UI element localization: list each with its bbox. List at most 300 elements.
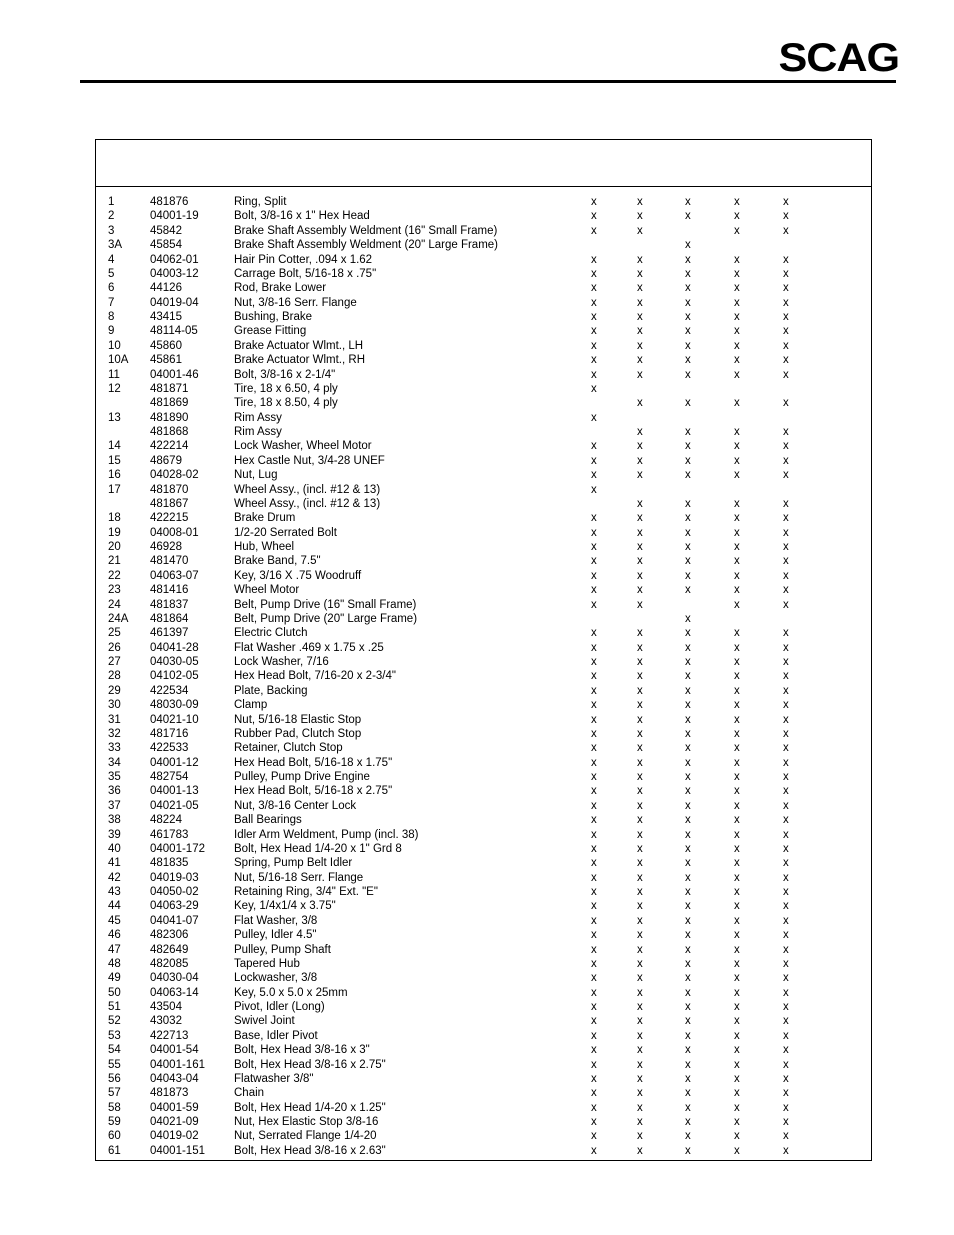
part-description: Chain <box>234 1087 265 1100</box>
model-mark: x <box>591 325 597 338</box>
model-mark: x <box>734 756 740 769</box>
table-row <box>96 195 871 209</box>
part-number: 482649 <box>150 943 189 956</box>
model-mark: x <box>734 656 740 668</box>
model-mark: x <box>783 1130 789 1143</box>
ref-number: 51 <box>108 1001 121 1013</box>
ref-number: 48 <box>108 957 121 970</box>
part-number: 481470 <box>150 555 189 568</box>
model-mark: x <box>685 440 691 453</box>
ref-number: 27 <box>108 656 121 668</box>
table-row <box>96 1000 871 1014</box>
table-row <box>96 1014 871 1028</box>
part-description: Hex Head Bolt, 7/16-20 x 2-3/4" <box>234 670 396 683</box>
model-mark: x <box>591 1087 597 1100</box>
part-number: 04063-07 <box>150 569 199 582</box>
part-number: 48030-09 <box>150 699 199 712</box>
part-description: Nut, Hex Elastic Stop 3/8-16 <box>234 1116 379 1128</box>
model-mark: x <box>637 426 643 438</box>
part-description: Rim Assy <box>234 426 282 438</box>
model-mark: x <box>783 368 789 381</box>
model-mark: x <box>591 224 597 237</box>
model-mark: x <box>734 569 740 582</box>
model-mark: x <box>685 972 691 985</box>
part-description: Bolt, Hex Head 1/4-20 x 1.25" <box>234 1101 386 1114</box>
model-mark: x <box>685 282 691 295</box>
table-row <box>96 310 871 324</box>
part-description: Brake Band, 7.5" <box>234 555 321 568</box>
ref-number: 53 <box>108 1029 121 1042</box>
model-mark: x <box>783 311 789 323</box>
part-number: 04019-04 <box>150 296 199 309</box>
model-mark: x <box>637 727 643 740</box>
model-mark: x <box>591 382 597 395</box>
part-number: 481873 <box>150 1087 189 1100</box>
table-row <box>96 1043 871 1057</box>
model-mark: x <box>591 814 597 827</box>
model-mark: x <box>734 311 740 323</box>
model-mark: x <box>685 296 691 309</box>
model-mark: x <box>734 196 740 208</box>
model-mark: x <box>637 526 643 539</box>
part-number: 481876 <box>150 196 189 208</box>
model-mark: x <box>783 512 789 525</box>
model-mark: x <box>734 598 740 611</box>
model-mark: x <box>783 814 789 827</box>
model-mark: x <box>734 785 740 798</box>
model-mark: x <box>637 713 643 726</box>
part-description: Brake Shaft Assembly Weldment (20" Large Frame) <box>234 239 499 252</box>
model-mark: x <box>783 1044 789 1057</box>
model-mark: x <box>591 1044 597 1057</box>
model-mark: x <box>783 656 789 668</box>
model-mark: x <box>591 454 597 467</box>
table-row <box>96 468 871 482</box>
table-row <box>96 756 871 770</box>
model-mark: x <box>783 354 789 367</box>
model-mark: x <box>783 1116 789 1128</box>
part-description: Nut, 5/16-18 Elastic Stop <box>234 713 362 726</box>
model-mark: x <box>783 397 789 410</box>
table-row <box>96 986 871 1000</box>
model-mark: x <box>734 900 740 913</box>
table-row <box>96 324 871 338</box>
model-mark: x <box>685 828 691 841</box>
model-mark: x <box>734 771 740 783</box>
model-mark: x <box>637 1116 643 1128</box>
model-mark: x <box>637 1001 643 1013</box>
model-mark: x <box>734 814 740 827</box>
part-description: Bolt, Hex Head 3/8-16 x 2.63" <box>234 1144 386 1157</box>
model-mark: x <box>591 857 597 870</box>
model-mark: x <box>685 1130 691 1143</box>
ref-number: 4 <box>108 253 115 266</box>
model-mark: x <box>685 943 691 956</box>
table-row <box>96 267 871 281</box>
model-mark: x <box>685 253 691 266</box>
model-mark: x <box>591 555 597 568</box>
part-description: Nut, Lug <box>234 469 278 482</box>
model-mark: x <box>783 986 789 999</box>
model-mark: x <box>783 799 789 812</box>
model-mark: x <box>734 454 740 467</box>
model-mark: x <box>637 1130 643 1143</box>
model-mark: x <box>591 1101 597 1114</box>
table-row <box>96 368 871 382</box>
parts-list <box>96 195 871 1158</box>
model-mark: x <box>734 440 740 453</box>
table-row <box>96 943 871 957</box>
ref-number: 45 <box>108 914 121 927</box>
part-number: 481869 <box>150 397 189 410</box>
model-mark: x <box>685 886 691 898</box>
table-row <box>96 899 871 913</box>
model-mark: x <box>591 627 597 640</box>
model-mark: x <box>637 598 643 611</box>
part-number: 45842 <box>150 224 182 237</box>
model-mark: x <box>637 957 643 970</box>
model-mark: x <box>685 1029 691 1042</box>
model-mark: x <box>591 684 597 697</box>
part-number: 45861 <box>150 354 182 367</box>
part-description: Swivel Joint <box>234 1015 295 1028</box>
model-mark: x <box>637 325 643 338</box>
table-row <box>96 598 871 612</box>
model-mark: x <box>637 972 643 985</box>
part-number: 481835 <box>150 857 189 870</box>
model-mark: x <box>783 426 789 438</box>
table-row <box>96 296 871 310</box>
table-row <box>96 713 871 727</box>
model-mark: x <box>637 699 643 712</box>
ref-number: 26 <box>108 641 121 654</box>
ref-number: 36 <box>108 785 121 798</box>
model-mark: x <box>783 727 789 740</box>
ref-number: 49 <box>108 972 121 985</box>
model-mark: x <box>637 584 643 597</box>
model-mark: x <box>783 440 789 453</box>
part-description: Lock Washer, Wheel Motor <box>234 440 372 453</box>
model-mark: x <box>685 1101 691 1114</box>
part-description: 1/2-20 Serrated Bolt <box>234 526 337 539</box>
model-mark: x <box>734 339 740 352</box>
table-row <box>96 554 871 568</box>
table-row <box>96 1072 871 1086</box>
part-number: 04001-54 <box>150 1044 199 1057</box>
model-mark: x <box>591 339 597 352</box>
model-mark: x <box>783 224 789 237</box>
model-mark: x <box>637 914 643 927</box>
table-row <box>96 655 871 669</box>
model-mark: x <box>591 526 597 539</box>
model-mark: x <box>591 929 597 942</box>
model-mark: x <box>685 469 691 482</box>
model-mark: x <box>637 785 643 798</box>
model-mark: x <box>783 699 789 712</box>
model-mark: x <box>637 656 643 668</box>
model-mark: x <box>685 699 691 712</box>
ref-number: 25 <box>108 627 121 640</box>
model-mark: x <box>637 541 643 553</box>
model-mark: x <box>734 296 740 309</box>
model-mark: x <box>685 454 691 467</box>
table-row <box>96 885 871 899</box>
model-mark: x <box>637 986 643 999</box>
model-mark: x <box>591 368 597 381</box>
table-row <box>96 1101 871 1115</box>
model-mark: x <box>637 1015 643 1028</box>
table-row <box>96 799 871 813</box>
model-mark: x <box>734 857 740 870</box>
part-description: Lock Washer, 7/16 <box>234 656 329 668</box>
model-mark: x <box>783 555 789 568</box>
model-mark: x <box>734 641 740 654</box>
model-mark: x <box>637 886 643 898</box>
model-mark: x <box>783 670 789 683</box>
part-description: Wheel Assy., (incl. #12 & 13) <box>234 497 381 510</box>
model-mark: x <box>637 311 643 323</box>
ref-number: 7 <box>108 296 115 309</box>
parts-list-header <box>96 140 871 187</box>
model-mark: x <box>783 210 789 223</box>
part-number: 45854 <box>150 239 182 252</box>
table-row <box>96 339 871 353</box>
model-mark: x <box>783 1058 789 1071</box>
model-mark: x <box>685 785 691 798</box>
model-mark: x <box>734 497 740 510</box>
model-mark: x <box>637 1144 643 1157</box>
model-mark: x <box>637 670 643 683</box>
model-mark: x <box>734 426 740 438</box>
model-mark: x <box>685 612 691 625</box>
part-description: Spring, Pump Belt Idler <box>234 857 353 870</box>
model-mark: x <box>685 1044 691 1057</box>
ref-number: 6 <box>108 282 115 295</box>
model-mark: x <box>783 469 789 482</box>
table-row <box>96 698 871 712</box>
model-mark: x <box>734 1072 740 1085</box>
model-mark: x <box>591 842 597 855</box>
part-number: 04001-46 <box>150 368 199 381</box>
model-mark: x <box>637 368 643 381</box>
model-mark: x <box>783 900 789 913</box>
part-description: Bolt, 3/8-16 x 1" Hex Head <box>234 210 370 223</box>
table-row <box>96 526 871 540</box>
model-mark: x <box>734 799 740 812</box>
model-mark: x <box>734 1087 740 1100</box>
model-mark: x <box>685 742 691 755</box>
part-description: Rubber Pad, Clutch Stop <box>234 727 362 740</box>
part-description: Bolt, Hex Head 1/4-20 x 1" Grd 8 <box>234 842 402 855</box>
model-mark: x <box>734 699 740 712</box>
part-description: Flat Washer .469 x 1.75 x .25 <box>234 641 384 654</box>
part-description: Tapered Hub <box>234 957 300 970</box>
part-number: 04001-172 <box>150 842 205 855</box>
model-mark: x <box>637 900 643 913</box>
part-number: 04001-12 <box>150 756 199 769</box>
table-row <box>96 382 871 396</box>
part-description: Brake Shaft Assembly Weldment (16" Small Frame) <box>234 224 498 237</box>
part-number: 482754 <box>150 771 189 783</box>
model-mark: x <box>637 440 643 453</box>
model-mark: x <box>734 584 740 597</box>
part-number: 48224 <box>150 814 182 827</box>
model-mark: x <box>783 526 789 539</box>
model-mark: x <box>637 641 643 654</box>
model-mark: x <box>783 196 789 208</box>
model-mark: x <box>734 828 740 841</box>
model-mark: x <box>783 598 789 611</box>
model-mark: x <box>685 1001 691 1013</box>
model-mark: x <box>685 526 691 539</box>
ref-number: 38 <box>108 814 121 827</box>
ref-number: 3 <box>108 224 115 237</box>
model-mark: x <box>685 727 691 740</box>
table-row <box>96 583 871 597</box>
model-mark: x <box>637 1087 643 1100</box>
model-mark: x <box>591 957 597 970</box>
model-mark: x <box>783 1072 789 1085</box>
ref-number: 30 <box>108 699 121 712</box>
table-row <box>96 511 871 525</box>
model-mark: x <box>591 699 597 712</box>
table-row <box>96 641 871 655</box>
ref-number: 54 <box>108 1044 121 1057</box>
ref-number: 43 <box>108 886 121 898</box>
table-row <box>96 224 871 238</box>
model-mark: x <box>783 842 789 855</box>
model-mark: x <box>591 1144 597 1157</box>
part-description: Grease Fitting <box>234 325 307 338</box>
model-mark: x <box>591 469 597 482</box>
model-mark: x <box>783 1029 789 1042</box>
ref-number: 10 <box>108 339 121 352</box>
model-mark: x <box>591 569 597 582</box>
model-mark: x <box>783 828 789 841</box>
part-number: 04030-05 <box>150 656 199 668</box>
model-mark: x <box>734 914 740 927</box>
model-mark: x <box>685 541 691 553</box>
model-mark: x <box>734 1058 740 1071</box>
table-row <box>96 454 871 468</box>
part-number: 481870 <box>150 483 189 496</box>
model-mark: x <box>685 900 691 913</box>
model-mark: x <box>783 253 789 266</box>
part-description: Key, 3/16 X .75 Woodruff <box>234 569 362 582</box>
model-mark: x <box>783 282 789 295</box>
ref-number: 29 <box>108 684 121 697</box>
ref-number: 35 <box>108 771 121 783</box>
model-mark: x <box>783 1001 789 1013</box>
table-row <box>96 281 871 295</box>
ref-number: 17 <box>108 483 121 496</box>
model-mark: x <box>591 886 597 898</box>
model-mark: x <box>783 785 789 798</box>
model-mark: x <box>685 339 691 352</box>
ref-number: 46 <box>108 929 121 942</box>
ref-number: 47 <box>108 943 121 956</box>
part-description: Key, 5.0 x 5.0 x 25mm <box>234 986 348 999</box>
model-mark: x <box>591 512 597 525</box>
model-mark: x <box>734 224 740 237</box>
part-description: Brake Actuator Wlmt., RH <box>234 354 366 367</box>
model-mark: x <box>591 771 597 783</box>
table-row <box>96 411 871 425</box>
part-description: Flat Washer, 3/8 <box>234 914 318 927</box>
model-mark: x <box>591 828 597 841</box>
model-mark: x <box>734 512 740 525</box>
model-mark: x <box>637 296 643 309</box>
model-mark: x <box>637 742 643 755</box>
part-number: 04001-151 <box>150 1144 205 1157</box>
model-mark: x <box>685 713 691 726</box>
model-mark: x <box>734 627 740 640</box>
model-mark: x <box>591 210 597 223</box>
model-mark: x <box>637 943 643 956</box>
part-number: 43504 <box>150 1001 182 1013</box>
model-mark: x <box>685 196 691 208</box>
ref-number: 41 <box>108 857 121 870</box>
part-number: 422713 <box>150 1029 189 1042</box>
model-mark: x <box>783 325 789 338</box>
model-mark: x <box>685 814 691 827</box>
part-number: 482306 <box>150 929 189 942</box>
ref-number: 33 <box>108 742 121 755</box>
model-mark: x <box>591 656 597 668</box>
model-mark: x <box>591 727 597 740</box>
model-mark: x <box>637 555 643 568</box>
model-mark: x <box>734 282 740 295</box>
model-mark: x <box>637 684 643 697</box>
part-number: 46928 <box>150 541 182 553</box>
model-mark: x <box>783 771 789 783</box>
model-mark: x <box>591 541 597 553</box>
table-row <box>96 1129 871 1143</box>
model-mark: x <box>685 497 691 510</box>
model-mark: x <box>734 684 740 697</box>
model-mark: x <box>591 311 597 323</box>
model-mark: x <box>783 296 789 309</box>
part-number: 04019-03 <box>150 871 199 884</box>
model-mark: x <box>591 354 597 367</box>
model-mark: x <box>685 684 691 697</box>
model-mark: x <box>591 742 597 755</box>
ref-number: 15 <box>108 454 121 467</box>
model-mark: x <box>591 411 597 424</box>
ref-number: 22 <box>108 569 121 582</box>
part-number: 04021-10 <box>150 713 199 726</box>
model-mark: x <box>734 469 740 482</box>
model-mark: x <box>685 267 691 280</box>
ref-number: 37 <box>108 799 121 812</box>
ref-number: 57 <box>108 1087 121 1100</box>
model-mark: x <box>734 1130 740 1143</box>
part-number: 04001-59 <box>150 1101 199 1114</box>
ref-number: 8 <box>108 311 115 323</box>
part-description: Brake Drum <box>234 512 296 525</box>
part-number: 48114-05 <box>150 325 198 338</box>
part-description: Retaining Ring, 3/4" Ext. "E" <box>234 886 378 898</box>
part-description: Pulley, Pump Shaft <box>234 943 331 956</box>
part-number: 04001-13 <box>150 785 199 798</box>
model-mark: x <box>591 972 597 985</box>
part-description: Bolt, Hex Head 3/8-16 x 2.75" <box>234 1058 386 1071</box>
model-mark: x <box>591 1029 597 1042</box>
model-mark: x <box>783 914 789 927</box>
ref-number: 1 <box>108 196 115 208</box>
model-mark: x <box>685 1144 691 1157</box>
model-mark: x <box>591 440 597 453</box>
